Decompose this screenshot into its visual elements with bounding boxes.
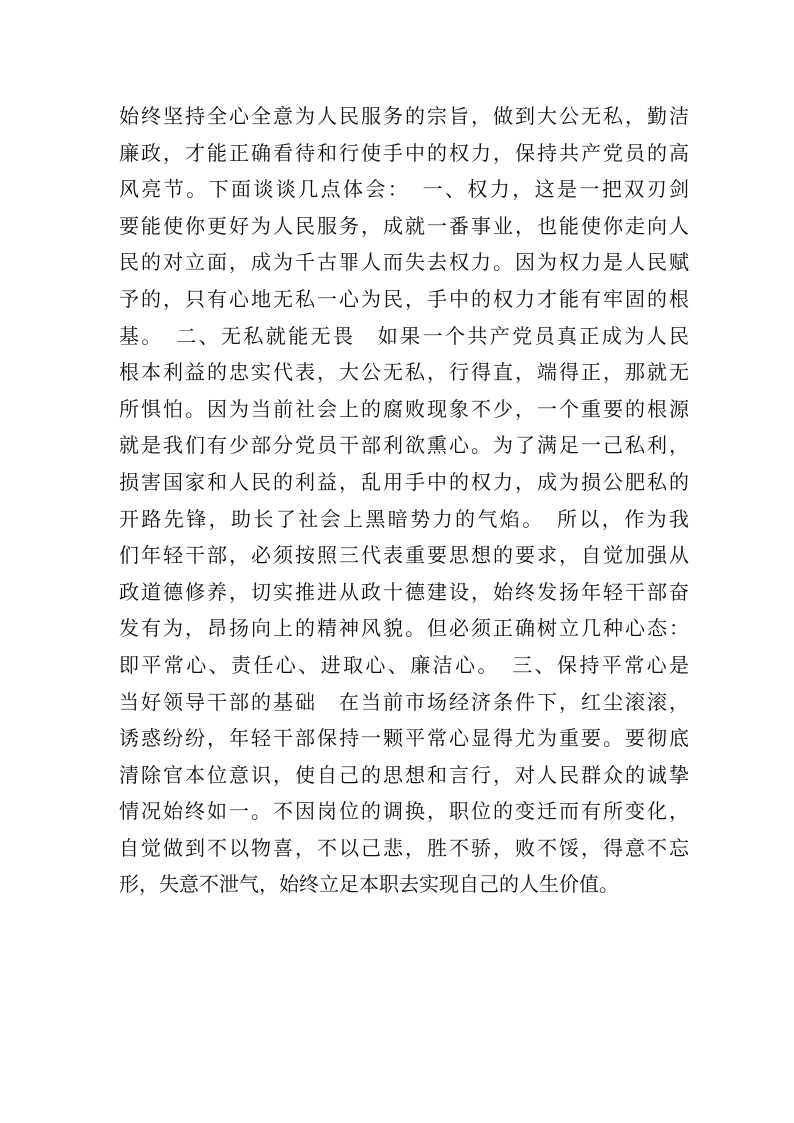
text-line: 们年轻干部，必须按照三代表重要思想的要求，自觉加强从 (119, 543, 689, 568)
text-line: 基。 二、无私就能无畏 如果一个共产党员真正成为人民 (119, 323, 689, 348)
text-line: 予的，只有心地无私一心为民，手中的权力才能有牢固的根 (119, 286, 689, 311)
text-line: 自觉做到不以物喜，不以己悲，胜不骄，败不馁，得意不忘 (119, 835, 689, 860)
text-line: 廉政，才能正确看待和行使手中的权力，保持共产党员的高 (119, 140, 689, 165)
text-line: 始终坚持全心全意为人民服务的宗旨，做到大公无私，勤洁 (119, 104, 689, 128)
body-text (119, 98, 689, 903)
text-line: 损害国家和人民的利益，乱用手中的权力，成为损公肥私的 (119, 469, 689, 494)
text-line: 开路先锋，助长了社会上黑暗势力的气焰。 所以，作为我 (119, 506, 689, 531)
text-line: 政道德修养，切实推进从政十德建设，始终发扬年轻干部奋 (119, 579, 689, 604)
text-line: 发有为，昂扬向上的精神风貌。但必须正确树立几种心态： (119, 616, 689, 641)
text-line: 清除官本位意识，使自己的思想和言行，对人民群众的诚挚 (119, 762, 689, 787)
text-line: 情况始终如一。不因岗位的调换，职位的变迁而有所变化， (119, 799, 689, 824)
text-line: 根本利益的忠实代表，大公无私，行得直，端得正，那就无 (119, 360, 689, 385)
text-line: 当好领导干部的基础 在当前市场经济条件下，红尘滚滚， (119, 689, 689, 714)
text-line: 就是我们有少部分党员干部利欲熏心。为了满足一己私利， (119, 433, 689, 458)
text-line: 形，失意不泄气，始终立足本职去实现自己的人生价值。 (119, 872, 619, 897)
text-line: 即平常心、责任心、进取心、廉洁心。 三、保持平常心是 (119, 652, 689, 677)
text-line: 民的对立面，成为千古罪人而失去权力。因为权力是人民赋 (119, 250, 689, 275)
text-line: 所惧怕。因为当前社会上的腐败现象不少，一个重要的根源 (119, 396, 689, 421)
text-line: 诱惑纷纷，年轻干部保持一颗平常心显得尤为重要。要彻底 (119, 726, 689, 751)
text-line: 风亮节。下面谈谈几点体会： 一、权力，这是一把双刃剑 (119, 177, 689, 202)
text-line: 要能使你更好为人民服务，成就一番事业，也能使你走向人 (119, 213, 689, 238)
